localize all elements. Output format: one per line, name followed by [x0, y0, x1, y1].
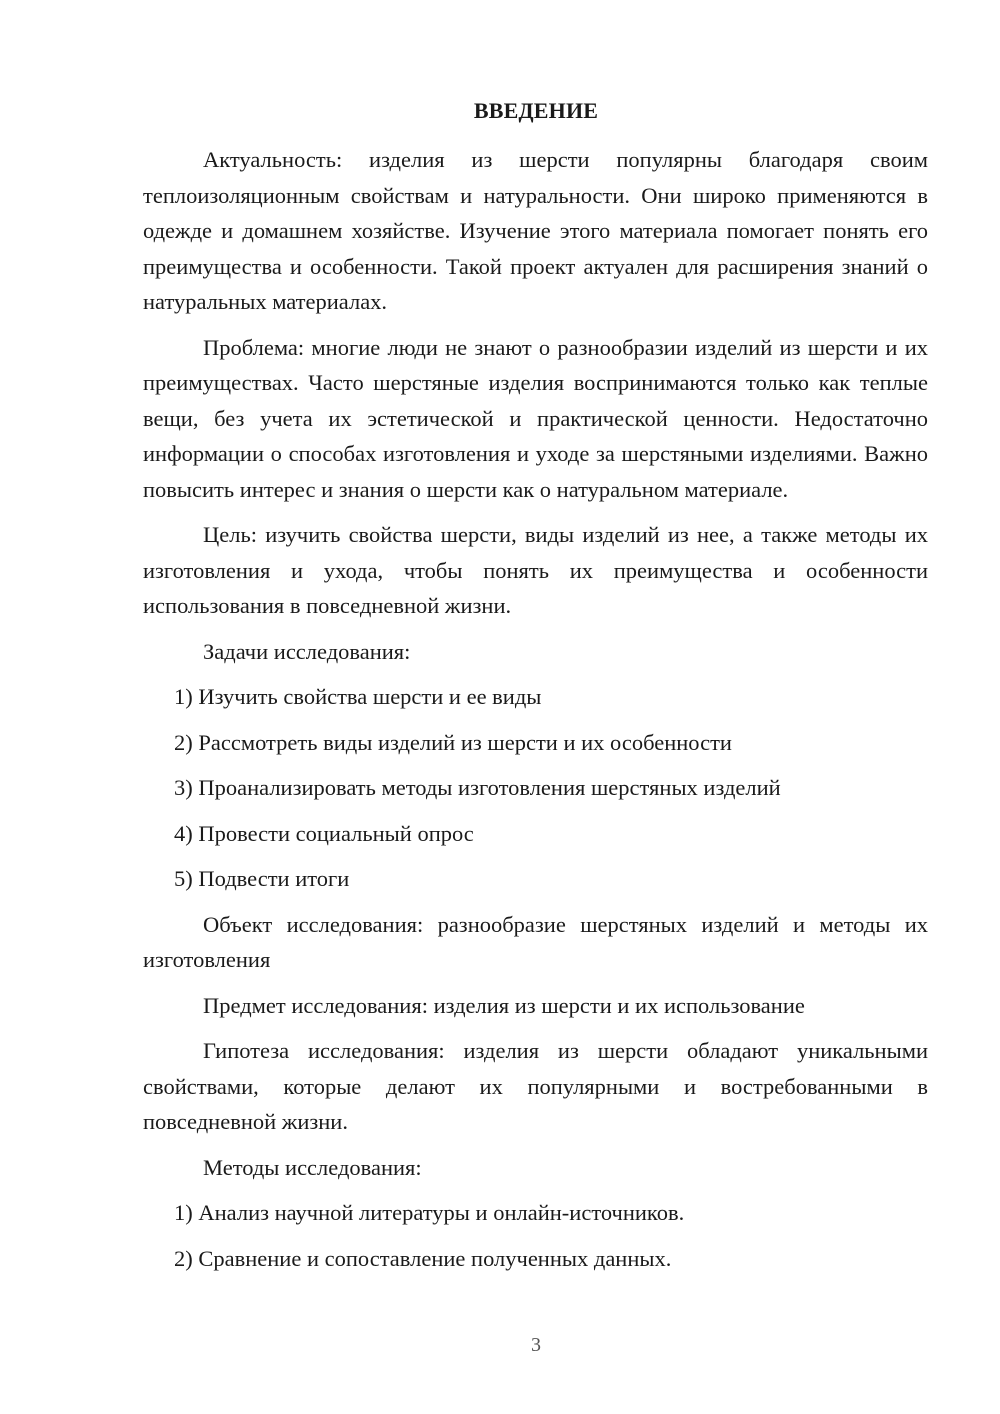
task-item: 1) Изучить свойства шерсти и ее виды	[174, 684, 542, 709]
problem-paragraph: Проблема: многие люди не знают о разнообразии изделий из шерсти и их преимуществах. Часто шерстяные изделия воспринимаются только как теплые вещи, без учета их эстетической и практической ценности. Недостаточно информации о способах изготовления и уходе за шерстяными изделиями. Важно повысить интерес и знания о шерсти как о натуральном материале.	[143, 334, 928, 502]
method-item: 1) Анализ научной литературы и онлайн-источников.	[174, 1200, 685, 1225]
subject-paragraph: Предмет исследования: изделия из шерсти и их использование	[203, 992, 805, 1018]
tasks-list	[143, 679, 928, 897]
task-item: 4) Провести социальный опрос	[174, 820, 474, 846]
tasks-heading: Задачи исследования:	[203, 638, 411, 664]
section-body	[143, 142, 928, 1286]
methods-list	[143, 1195, 928, 1276]
hypothesis-paragraph: Гипотеза исследования: изделия из шерсти обладают уникальными свойствами, которые делают их популярными и востребованными в повседневной жизни.	[143, 1038, 928, 1134]
methods-heading: Методы исследования:	[203, 1154, 422, 1180]
goal-paragraph: Цель: изучить свойства шерсти, виды изделий из нее, а также методы их изготовления и ухода, чтобы понять их преимущества и особенности использования в повседневной жизни.	[143, 522, 928, 618]
method-item: 2) Сравнение и сопоставление полученных данных.	[174, 1245, 672, 1271]
section-title: ВВЕДЕНИЕ	[473, 98, 599, 123]
task-item: 3) Проанализировать методы изготовления шерстяных изделий	[174, 775, 781, 800]
task-item: 5) Подвести итоги	[174, 866, 350, 891]
page-number: 3	[531, 1334, 541, 1356]
object-paragraph: Объект исследования: разнообразие шерстяных изделий и методы их изготовления	[143, 911, 928, 972]
task-item: 2) Рассмотреть виды изделий из шерсти и их особенности	[174, 729, 732, 755]
relevance-paragraph: Актуальность: изделия из шерсти популярны благодаря своим теплоизоляционным свойствам и натуральности. Они широко применяются в одежде и домашнем хозяйстве. Изучение этого материала помогает понять его преимущества и особенности. Такой проект актуален для расширения знаний о натуральных материалах.	[143, 147, 928, 314]
